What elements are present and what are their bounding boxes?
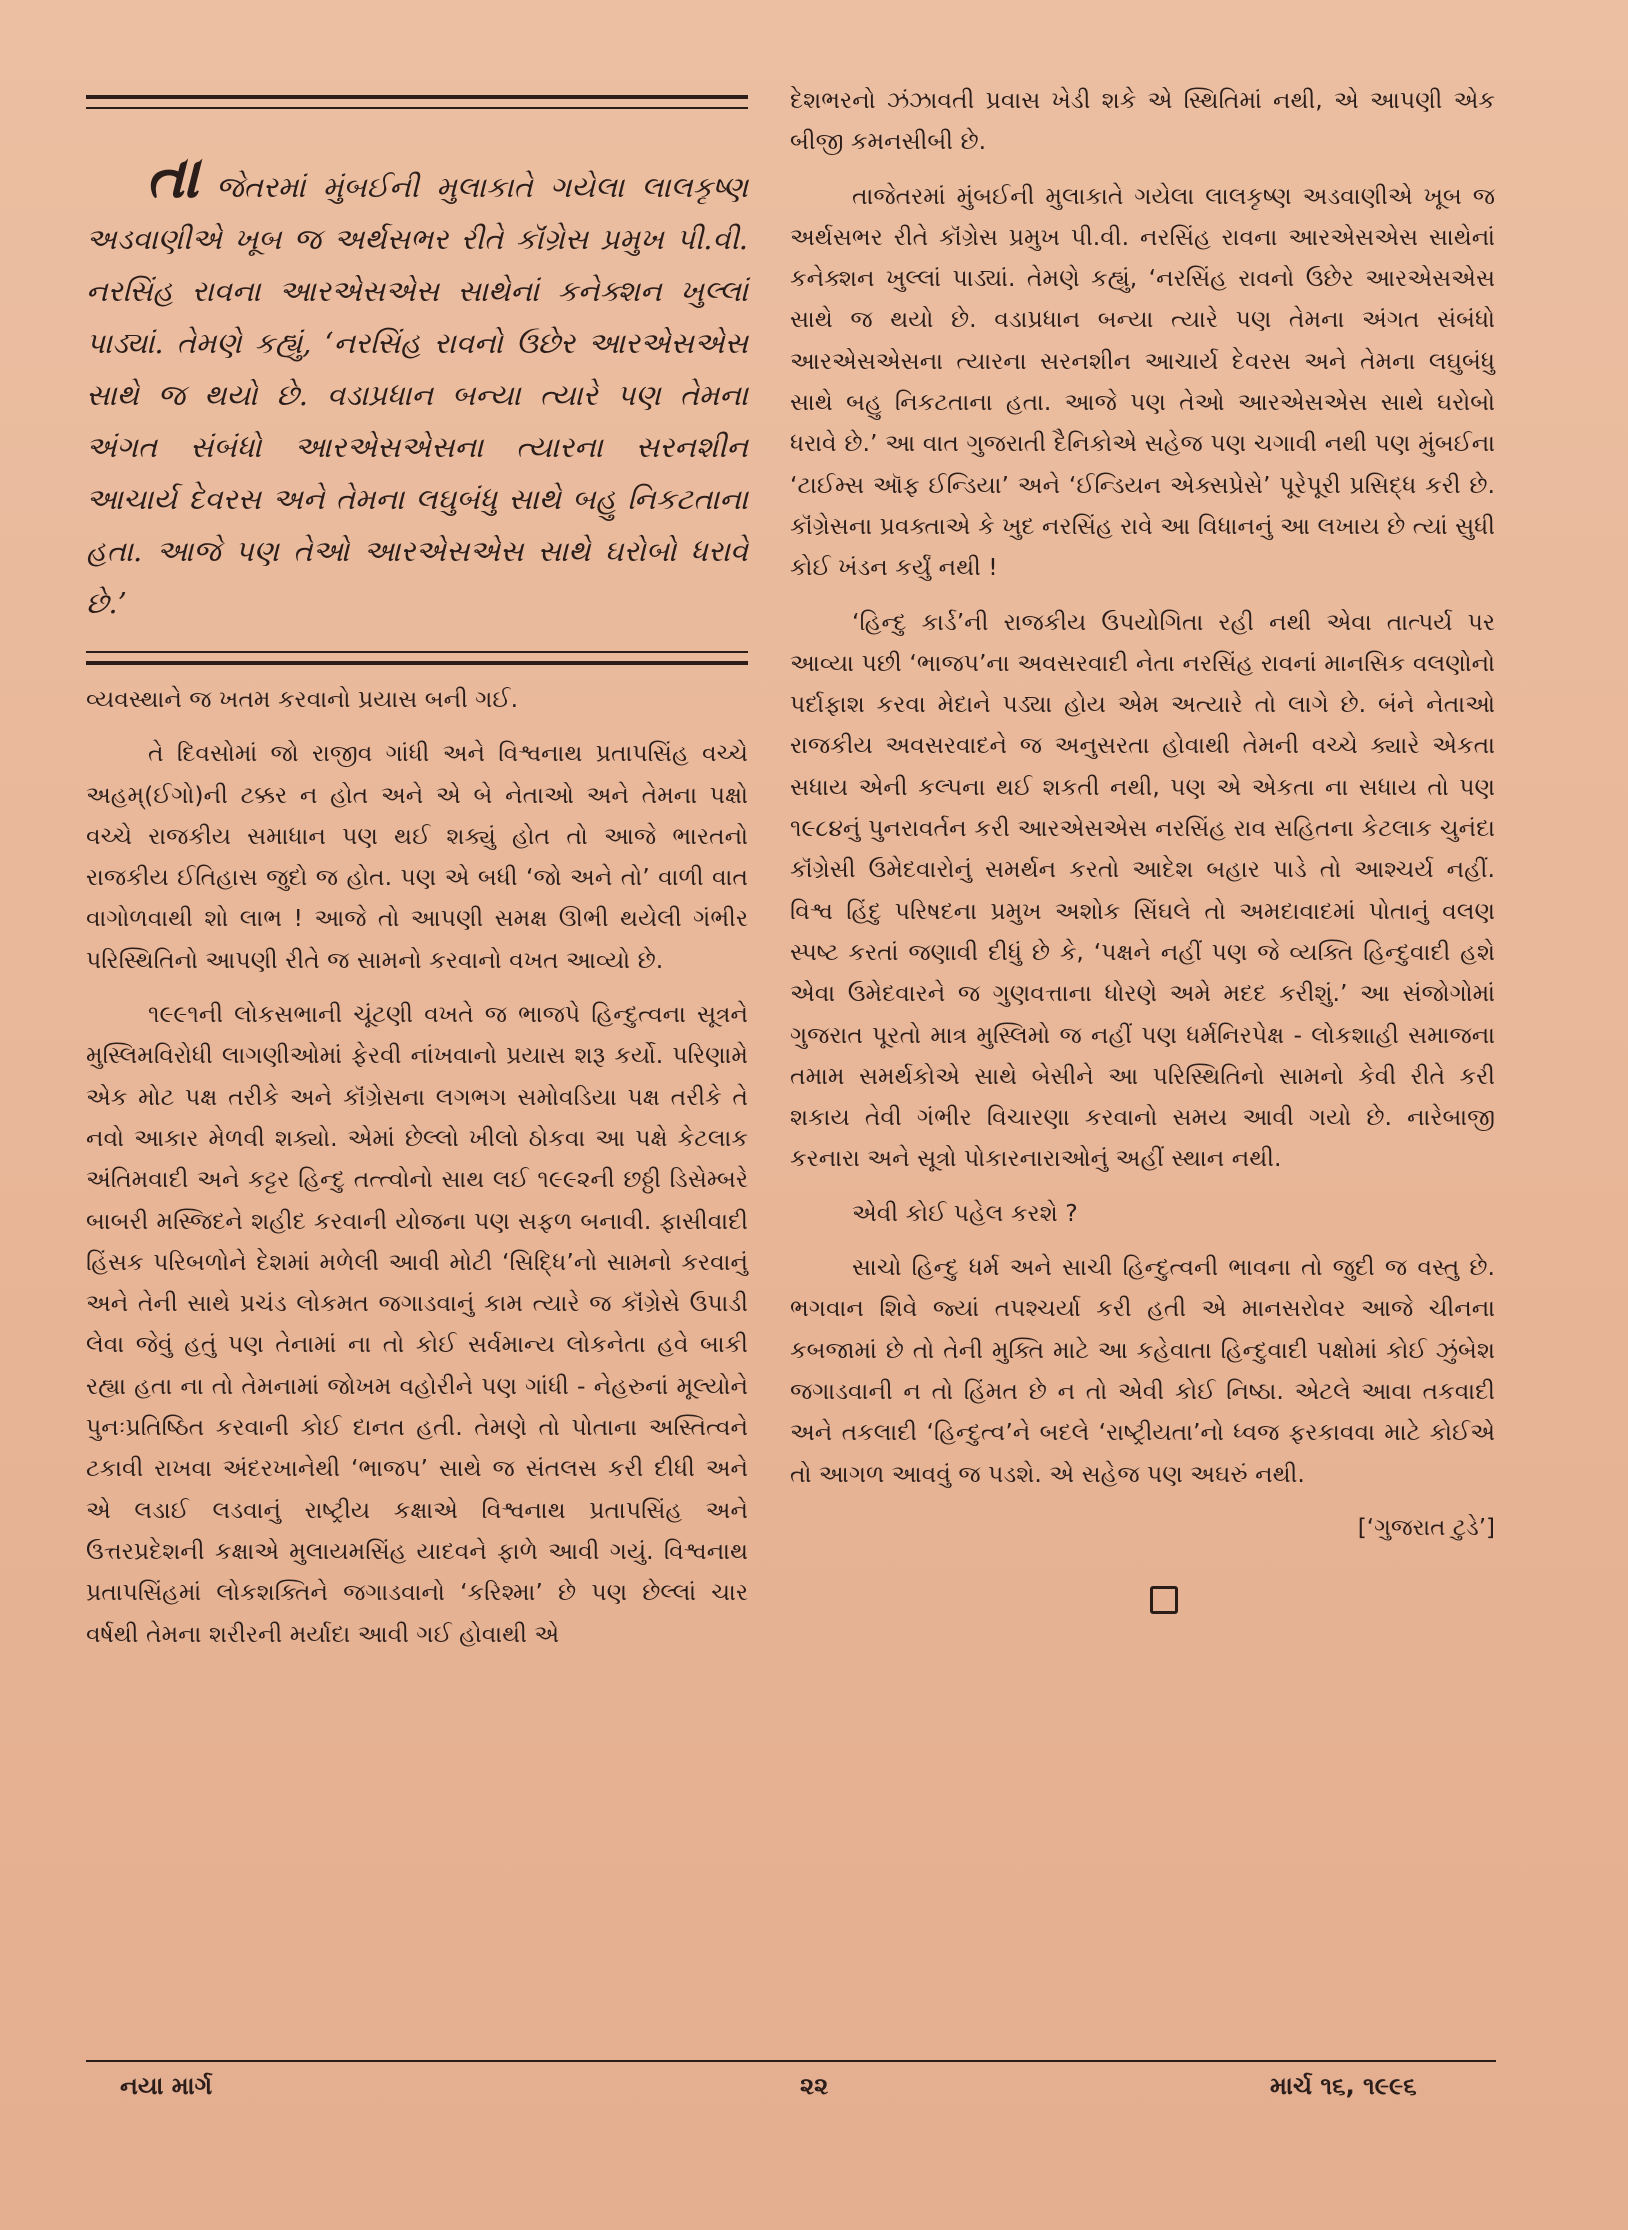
pullquote-bottom-rule (86, 651, 748, 665)
right-paragraph-1: દેશભરનો ઝંઝાવતી પ્રવાસ ખેડી શકે એ સ્થિતિમાં નથી, એ આપણી એક બીજી કમનસીબી છે. (790, 86, 1495, 156)
footer-rule (86, 2060, 1496, 2062)
right-paragraph-4: એવી કોઈ પહેલ કરશે ? (852, 1198, 1078, 1227)
right-paragraph-2: તાજેતરમાં મુંબઈની મુલાકાતે ગયેલા લાલકૃષ્ણ અડવાણીએ ખૂબ જ અર્થસભર રીતે કૉંગ્રેસ પ્રમુખ પી.વી. નરસિંહ રાવના આરએસએસ સાથેનાં કનેક્શન ખુલ્લાં પાડ્યાં. તેમણે કહ્યું, ‘નરસિંહ રાવનો ઉછેર આરએસએસ સાથે જ થયો છે. વડાપ્રધાન બન્યા ત્યારે પણ તેમના અંગત સંબંધો આરએસએસના ત્યારના સરનશીન આચાર્ય દેવરસ અને તેમના લઘુબંધુ સાથે બહુ નિકટતાના હતા. આજે પણ તેઓ આરએસએસ સાથે ઘરોબો ધરાવે છે.’ આ વાત ગુજરાતી દૈનિકોએ સહેજ પણ ચગાવી નથી પણ મુંબઈના ‘ટાઈમ્સ ઑફ ઈન્ડિયા’ અને ‘ઈન્ડિયન એક્સપ્રેસે’ પૂરેપૂરી પ્રસિદ્ધ કરી છે. કૉંગ્રેસના પ્રવક્તાએ કે ખુદ નરસિંહ રાવે આ વિધાનનું આ લખાય છે ત્યાં સુધી કોઈ ખંડન કર્યું નથી ! (790, 181, 1495, 582)
left-paragraph-1: વ્યવસ્થાને જ ખતમ કરવાનો પ્રયાસ બની ગઈ. (86, 685, 519, 713)
footer-date: માર્ચ ૧૬, ૧૯૯૬ (1270, 2072, 1417, 2100)
pullquote-text: જેતરમાં મુંબઈની મુલાકાતે ગયેલા લાલકૃષ્ણ અડવાણીએ ખૂબ જ અર્થસભર રીતે કૉંગ્રેસ પ્રમુખ પી.વી. નરસિંહ રાવના આરએસએસ સાથેનાં કનેક્શન ખુલ્લાં પાડ્યાં. તેમણે કહ્યું, ‘નરસિંહ રાવનો ઉછેર આરએસએસ સાથે જ થયો છે. વડાપ્રધાન બન્યા ત્યારે પણ તેમના અંગત સંબંધો આરએસએસના ત્યારના સરનશીન આચાર્ય દેવરસ અને તેમના લઘુબંધુ સાથે બહુ નિકટતાના હતા. આજે પણ તેઓ આરએસએસ સાથે ઘરોબો ધરાવે છે.’ (86, 170, 749, 620)
right-paragraph-3: ‘હિન્દુ કાર્ડ’ની રાજકીય ઉપયોગિતા રહી નથી એવા તાત્પર્ય પર આવ્યા પછી ‘ભાજપ’ના અવસરવાદી નેતા નરસિંહ રાવનાં માનસિક વલણોનો પર્દાફાશ કરવા મેદાને પડ્યા હોય એમ અત્યારે તો લાગે છે. બંને નેતાઓ રાજકીય અવસરવાદને જ અનુસરતા હોવાથી તેમની વચ્ચે ક્યારે એકતા સધાય એની કલ્પના થઈ શકતી નથી, પણ એ એકતા ના સધાય તો પણ ૧૯૮૪નું પુનરાવર્તન કરી આરએસએસ નરસિંહ રાવ સહિતના કેટલાક ચુનંદા કૉંગ્રેસી ઉમેદવારોનું સમર્થન કરતો આદેશ બહાર પાડે તો આશ્ચર્ય નહીં. વિશ્વ હિંદુ પરિષદના પ્રમુખ અશોક સિંઘલે તો અમદાવાદમાં પોતાનું વલણ સ્પષ્ટ કરતાં જણાવી દીધું છે કે, ‘પક્ષને નહીં પણ જે વ્યક્તિ હિન્દુવાદી હશે એવા ઉમેદવારને જ ગુણવત્તાના ધોરણે અમે મદદ કરીશું.’ આ સંજોગોમાં ગુજરાત પૂરતો માત્ર મુસ્લિમો જ નહીં પણ ધર્મનિરપેક્ષ - લોકશાહી સમાજના તમામ સમર્થકોએ સાથે બેસીને આ પરિસ્થિતિનો સામનો કેવી રીતે કરી શકાય તેવી ગંભીર વિચારણા કરવાનો સમય આવી ગયો છે. નારેબાજી કરનારા અને સૂત્રો પોકારનારાઓનું અહીં સ્થાન નથી. (790, 607, 1495, 1173)
footer-publication: નયા માર્ગ (120, 2072, 213, 2100)
article-source: [‘ગુજરાત ટુડે’] (1357, 1514, 1495, 1541)
end-of-article-icon (1150, 1586, 1178, 1614)
right-paragraph-5: સાચો હિન્દુ ધર્મ અને સાચી હિન્દુત્વની ભાવના તો જુદી જ વસ્તુ છે. ભગવાન શિવે જ્યાં તપશ્ચર્યા કરી હતી એ માનસરોવર આજે ચીનના કબજામાં છે તો તેની મુક્તિ માટે આ કહેવાતા હિન્દુવાદી પક્ષોમાં કોઈ ઝુંબેશ જગાડવાની ન તો હિંમત છે ન તો એવી કોઈ નિષ્ઠા. એટલે આવા તકવાદી અને તકલાદી ‘હિન્દુત્વ’ને બદલે ‘રાષ્ટ્રીયતા’નો ધ્વજ ફરકાવવા માટે કોઈએ તો આગળ આવવું જ પડશે. એ સહેજ પણ અઘરું નથી. (790, 1253, 1495, 1488)
left-column (86, 95, 748, 1668)
pullquote-dropcap: તા (146, 143, 199, 211)
right-column (790, 80, 1495, 1614)
left-paragraph-3: ૧૯૯૧ની લોકસભાની ચૂંટણી વખતે જ ભાજપે હિન્દુત્વના સૂત્રને મુસ્લિમવિરોધી લાગણીઓમાં ફેરવી નાંખવાનો પ્રયાસ શરૂ કર્યો. પરિણામે એક મોટ પક્ષ તરીકે અને કૉંગ્રેસના લગભગ સમોવડિયા પક્ષ તરીકે તે નવો આકાર મેળવી શક્યો. એમાં છેલ્લો ખીલો ઠોકવા આ પક્ષે કેટલાક અંતિમવાદી અને કટ્ટર હિન્દુ તત્ત્વોનો સાથ લઈ ૧૯૯૨ની છઠ્ઠી ડિસેમ્બરે બાબરી મસ્જિદને શહીદ કરવાની યોજના પણ સફળ બનાવી. ફાસીવાદી હિંસક પરિબળોને દેશમાં મળેલી આવી મોટી ‘સિદ્ધિ’નો સામનો કરવાનું અને તેની સાથે પ્રચંડ લોકમત જગાડવાનું કામ ત્યારે જ કૉંગ્રેસે ઉપાડી લેવા જેવું હતું પણ તેનામાં ના તો કોઈ સર્વમાન્ય લોકનેતા હવે બાકી રહ્યા હતા ના તો તેમનામાં જોખમ વહોરીને પણ ગાંધી - નેહરુનાં મૂલ્યોને પુનઃપ્રતિષ્ઠિત કરવાની કોઈ દાનત હતી. તેમણે તો પોતાના અસ્તિત્વને ટકાવી રાખવા અંદરખાનેથી ‘ભાજપ’ સાથે જ સંતલસ કરી દીધી અને એ લડાઈ લડવાનું રાષ્ટ્રીય કક્ષાએ વિશ્વનાથ પ્રતાપસિંહ અને ઉત્તરપ્રદેશની કક્ષાએ મુલાયમસિંહ યાદવને ફાળે આવી ગયું. વિશ્વનાથ પ્રતાપસિંહમાં લોકશક્તિને જગાડવાનો ‘કરિશ્મા’ છે પણ છેલ્લાં ચાર વર્ષથી તેમના શરીરની મર્યાદા આવી ગઈ હોવાથી એ (86, 1000, 748, 1648)
pullquote-top-rule (86, 95, 748, 109)
pullquote (86, 109, 748, 651)
left-paragraph-2: તે દિવસોમાં જો રાજીવ ગાંધી અને વિશ્વનાથ પ્રતાપસિંહ વચ્ચે અહમ્(ઈગો)ની ટક્કર ન હોત અને એ બે નેતાઓ અને તેમના પક્ષો વચ્ચે રાજકીય સમાધાન પણ થઈ શક્યું હોત તો આજે ભારતનો રાજકીય ઈતિહાસ જુદો જ હોત. પણ એ બધી ‘જો અને તો’ વાળી વાત વાગોળવાથી શો લાભ ! આજે તો આપણી સમક્ષ ઊભી થયેલી ગંભીર પરિસ્થિતિનો આપણી રીતે જ સામનો કરવાનો વખત આવ્યો છે. (86, 739, 748, 974)
footer-page-number: ૨૨ (800, 2072, 829, 2100)
